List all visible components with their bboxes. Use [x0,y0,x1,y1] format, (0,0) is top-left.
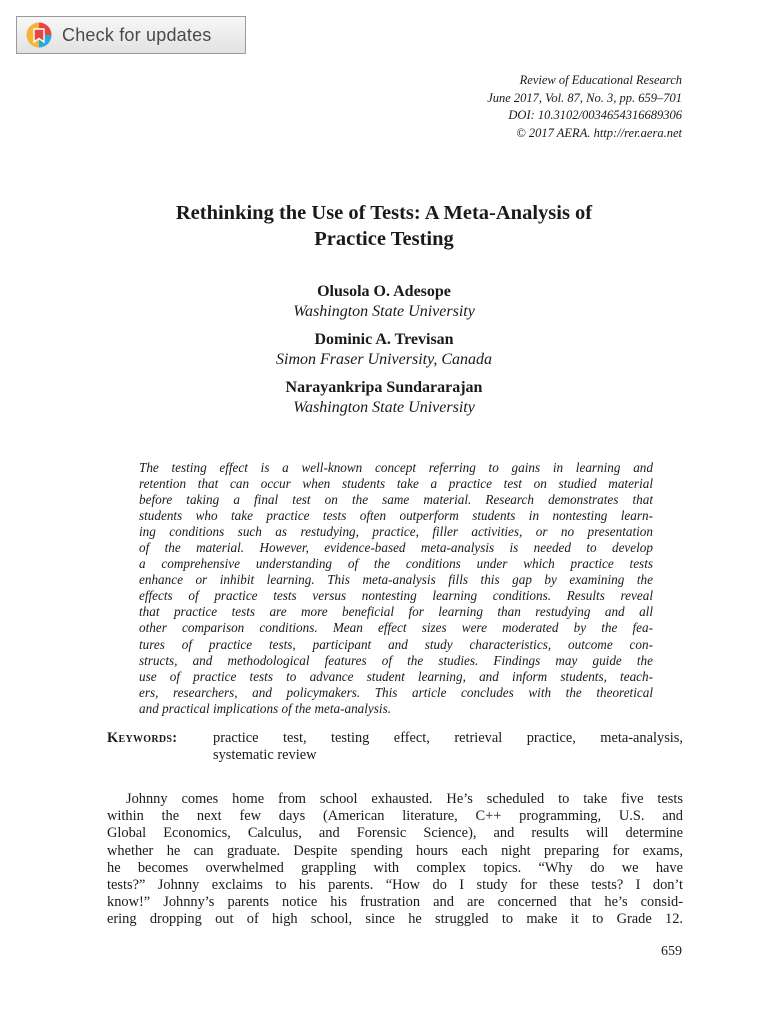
body-line: ering dropping out of high school, since he struggled to make it to Grade 12. [107,911,683,928]
article-title-line-2: Practice Testing [314,228,454,250]
body-line: whether he can graduate. Despite spending hours each night preparing for exams, [107,842,683,859]
body-line: Global Economics, Calculus, and Forensic Science), and results will determine [107,825,683,842]
author-name: Olusola O. Adesope [317,283,451,300]
abstract-line: structs, and methodological features of the studies. Findings may guide the [139,652,653,668]
body-line: within the next few days (American literature, C++ programming, U.S. and [107,808,683,825]
author-affiliation: Washington State University [293,303,475,320]
journal-doi: DOI: 10.3102/0034654316689306 [508,108,682,122]
abstract-line: ers, researchers, and policymakers. This article concludes with the theoretical [139,684,653,700]
body-line: he becomes overwhelmed grappling with complex topics. “Why do we have [107,859,683,876]
abstract-line: use of practice tests to advance student learning, and inform students, teach- [139,668,653,684]
abstract-line: tures of practice tests, participant and study characteristics, outcome con- [139,636,653,652]
abstract-line: of the material. However, evidence-based meta-analysis is needed to develop [139,540,653,556]
article-title-line-1: Rethinking the Use of Tests: A Meta-Analysis of [175,202,593,224]
keywords-line: systematic review [213,747,317,763]
crossmark-icon [26,22,52,48]
abstract-line: before taking a final test on the same material. Research demonstrates that [139,492,653,508]
body-line: tests?” Johnny exclaims to his parents. “How do I study for these tests? I don’t [107,877,683,894]
author-list [0,282,768,426]
abstract-line: and practical implications of the meta-analysis. [139,700,391,716]
author-affiliation: Simon Fraser University, Canada [276,351,492,368]
article-title [0,200,768,252]
abstract-line: ing conditions such as restudying, practice, filler activities, or no presentation [139,524,653,540]
check-for-updates-button[interactable] [16,16,246,54]
abstract-line: a comprehensive understanding of the conditions under which practice tests [139,556,653,572]
abstract-line: retention that can occur when students take a practice test on studied material [139,476,653,492]
author-affiliation: Washington State University [293,399,475,416]
author-name: Narayankripa Sundararajan [285,379,483,396]
journal-header [487,72,682,142]
abstract-line: The testing effect is a well-known concept referring to gains in learning and [139,460,653,475]
keywords-list [213,730,683,764]
journal-name: Review of Educational Research [519,73,682,87]
abstract-line: that practice tests are more beneficial for learning than restudying and all [139,604,653,620]
author-name: Dominic A. Trevisan [314,331,454,348]
check-for-updates-label: Check for updates [62,24,212,45]
body-line: know!” Johnny’s parents notice his frustration and are concerned that he’s consid- [107,894,683,911]
body-line: Johnny comes home from school exhausted. He’s scheduled to take five tests [126,791,683,807]
keywords-label: Keywords: [107,730,178,746]
abstract-line: students who take practice tests often outperform students in nontesting learn- [139,508,653,524]
abstract-line: enhance or inhibit learning. This meta-analysis fills this gap by examining the [139,572,653,588]
abstract-line: other comparison conditions. Mean effect sizes were moderated by the fea- [139,620,653,636]
keywords-line: practice test, testing effect, retrieval practice, meta-analysis, [213,730,683,746]
body-paragraph [107,791,683,929]
keywords [107,730,683,764]
page-number: 659 [661,944,682,959]
journal-copyright: © 2017 AERA. http://rer.aera.net [516,125,682,140]
abstract [139,460,653,717]
abstract-line: effects of practice tests versus nontesting learning conditions. Results reveal [139,588,653,604]
journal-issue: June 2017, Vol. 87, No. 3, pp. 659–701 [487,90,682,105]
